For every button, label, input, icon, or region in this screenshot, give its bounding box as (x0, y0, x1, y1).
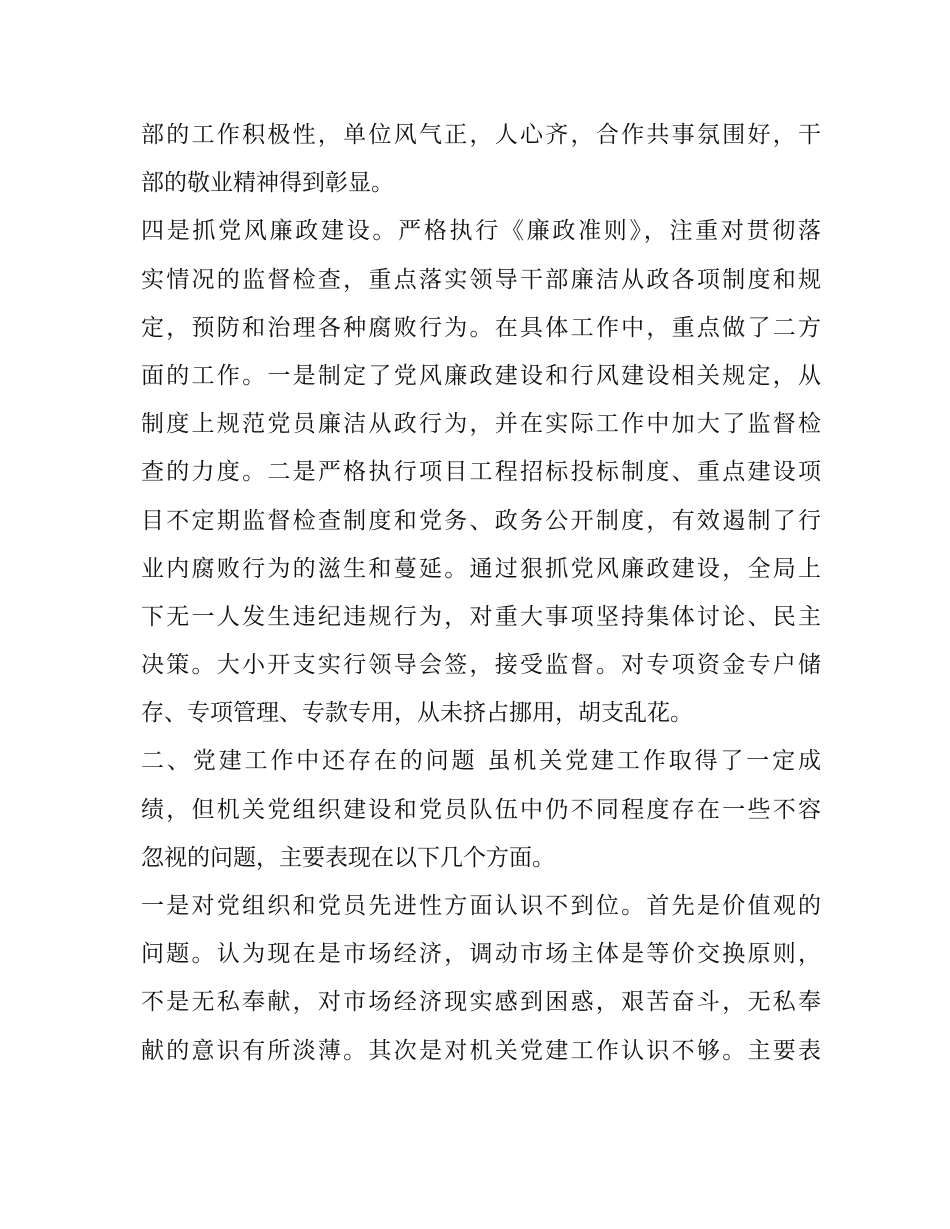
text-line: 绩，但机关党组织建设和党员队伍中仍不同程度存在一些不容 (141, 796, 821, 823)
text-line: 忽视的问题，主要表现在以下几个方面。 (141, 844, 555, 871)
text-line: 业内腐败行为的滋生和蔓延。通过狠抓党风廉政建设，全局上 (141, 555, 821, 582)
text-line: 四是抓党风廉政建设。严格执行《廉政准则》，注重对贯彻落 (141, 218, 821, 245)
text-line: 查的力度。二是严格执行项目工程招标投标制度、重点建设项 (141, 459, 821, 486)
text-line: 目不定期监督检查制度和党务、政务公开制度，有效遏制了行 (141, 507, 821, 534)
text-line: 下无一人发生违纪违规行为，对重大事项坚持集体讨论、民主 (141, 603, 821, 630)
text-line: 部的工作积极性，单位风气正，人心齐，合作共事氛围好，干 (141, 122, 821, 148)
text-line: 二、党建工作中还存在的问题 虽机关党建工作取得了一定成 (141, 748, 821, 775)
body-text (141, 111, 821, 1075)
text-line: 献的意识有所淡薄。其次是对机关党建工作认识不够。主要表 (141, 1037, 821, 1064)
text-line: 实情况的监督检查，重点落实领导干部廉洁从政各项制度和规 (141, 266, 821, 293)
text-line: 定，预防和治理各种腐败行为。在具体工作中，重点做了二方 (141, 314, 821, 341)
text-line: 制度上规范党员廉洁从政行为，并在实际工作中加大了监督检 (141, 411, 821, 438)
text-line: 一是对党组织和党员先进性方面认识不到位。首先是价值观的 (141, 893, 821, 919)
text-line: 存、专项管理、专款专用，从未挤占挪用，胡支乱花。 (141, 700, 693, 727)
text-line: 面的工作。一是制定了党风廉政建设和行风建设相关规定，从 (141, 362, 821, 389)
text-line: 决策。大小开支实行领导会签，接受监督。对专项资金专户储 (141, 652, 821, 679)
text-line: 部的敬业精神得到彰显。 (141, 170, 394, 197)
text-line: 问题。认为现在是市场经济，调动市场主体是等价交换原则， (141, 941, 821, 968)
text-line: 不是无私奉献，对市场经济现实感到困惑，艰苦奋斗，无私奉 (141, 989, 821, 1016)
